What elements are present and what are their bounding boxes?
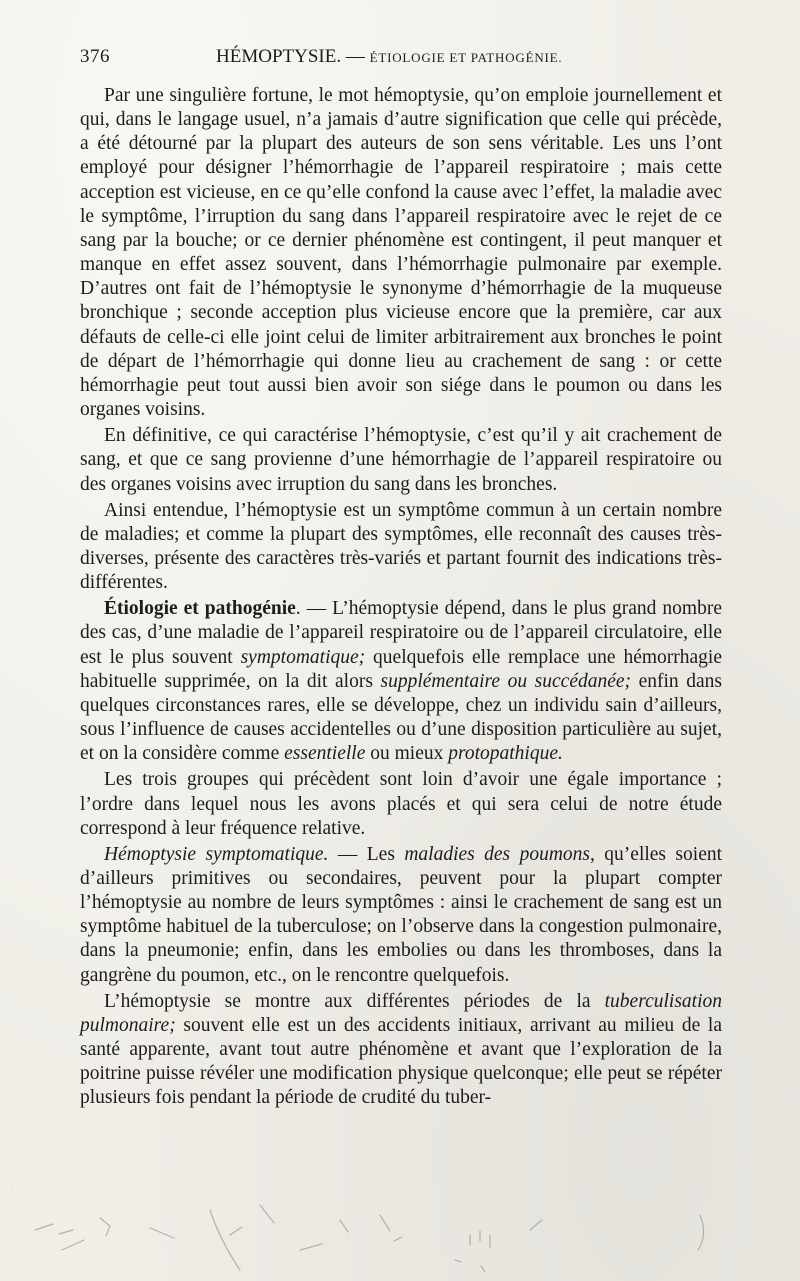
text-run: ou mieux — [365, 743, 449, 765]
paragraph — [80, 84, 722, 422]
italic-text: protopathique. — [448, 743, 563, 765]
page-header — [80, 46, 722, 76]
italic-text: tuberculisation pulmonaire; — [80, 990, 722, 1036]
paragraph — [80, 768, 722, 840]
running-head-subtitle: ÉTIOLOGIE ET PATHOGÉNIE. — [369, 50, 563, 65]
text-run: souvent elle est un des accidents initiaux, arrivant au milieu de la santé apparente, avant tout autre phénomène et avant que l’exploration de la poitrine puisse révéler une modification physique quelconque; elle peut se répéter plusieurs fois pendant la période de crudité du tuber- — [80, 1014, 722, 1109]
text-run: Les trois groupes qui précèdent sont loin d’avoir une égale importance ; l’ordre dans lequel nous les avons placés et qui sera celui de notre étude correspond à leur fréquence relative. — [80, 769, 722, 839]
text-run: . — L’hémoptysie dépend, dans le plus grand nombre des cas, d’une maladie de l’appareil respiratoire ou de l’appareil circulatoire, elle est le plus souvent — [80, 598, 722, 668]
paragraph — [80, 597, 722, 766]
paragraph — [80, 424, 722, 496]
running-head-separator: — — [341, 46, 370, 67]
italic-text: essentielle — [284, 743, 366, 765]
paragraph — [80, 843, 722, 988]
section-heading: Étiologie et pathogénie — [104, 598, 296, 620]
text-run: — Les — [328, 843, 405, 865]
italic-text: symptomatique; — [240, 646, 366, 668]
italic-text: maladies des poumons — [404, 843, 590, 865]
text-run: L’hémoptysie se montre aux différentes périodes de la — [104, 990, 605, 1012]
text-run: Ainsi entendue, l’hémoptysie est un symptôme commun à un certain nombre de maladies; et comme la plupart des symptômes, elle reconnaît des causes très-diverses, présente des caractères très-variés et partant fournit des indications très-différentes. — [80, 499, 722, 594]
paragraph — [80, 990, 722, 1111]
text-run: enfin dans quelques circonstances rares, elle se développe, chez un individu sain d’ailleurs, sous l’influence de causes accidentelles ou d’une disposition particulière au sujet, et on la considère comme — [80, 670, 722, 765]
italic-text: Hémoptysie symptomatique. — [104, 843, 329, 865]
italic-text: supplémentaire ou succédanée; — [380, 670, 632, 692]
page-number: 376 — [80, 46, 110, 67]
text-run: En définitive, ce qui caractérise l’hémoptysie, c’est qu’il y ait crachement de sang, et que ce sang provienne d’une hémorrhagie de l’appareil respiratoire ou des organes voisins avec irruption du sang dans les bronches. — [80, 425, 722, 495]
text-run: , qu’elles soient d’ailleurs primitives ou secondaires, peuvent pour la plupart compter l’hémoptysie au nombre de leurs symptômes : ainsi le crachement de sang est un symptôme habituel de la tuberculose; on l’observe dans la congestion pulmonaire, dans la pneumonie; enfin, dans les embolies ou dans les thromboses, dans la gangrène du poumon, etc., on le rencontre quelquefois. — [80, 843, 723, 986]
text-run: Par une singulière fortune, le mot hémoptysie, qu’on emploie journellement et qui, dans le langage usuel, n’a jamais d’autre signification que celle qui précède, a été détourné par la plupart des auteurs de son sens véritable. Les uns l’ont employé pour désigner l’hémorrhagie de l’appareil respiratoire ; mais cette acception est vicieuse, en ce qu’elle confond la cause avec l’effet, la maladie avec le symptôme, l’irruption du sang dans l’appareil respiratoire avec le rejet de ce sang par la bouche; or ce dernier phénomène est contingent, il peut manquer et manque en effet assez souvent, dans l’hémorrhagie pulmonaire par exemple. D’autres ont fait de l’hémoptysie le synonyme d’hémorrhagie de la muqueuse bronchique ; seconde acception plus vicieuse encore que la première, car aux défauts de celle-ci elle joint celui de limiter arbitrairement aux bronches le point de départ de l’hémorrhagie qui donne lieu au crachement de sang : or cette hémorrhagie peut tout aussi bien avoir son siége dans le poumon ou dans les organes voisins. — [80, 85, 722, 421]
body-text — [80, 84, 722, 1111]
running-head — [216, 46, 562, 68]
text-run: quelquefois elle remplace une hémorrhagie habituelle supprimée, on la dit alors — [80, 646, 722, 692]
paragraph — [80, 499, 722, 596]
margin-scribbles-decoration — [0, 1190, 800, 1281]
running-head-title: HÉMOPTYSIE. — [216, 46, 342, 67]
